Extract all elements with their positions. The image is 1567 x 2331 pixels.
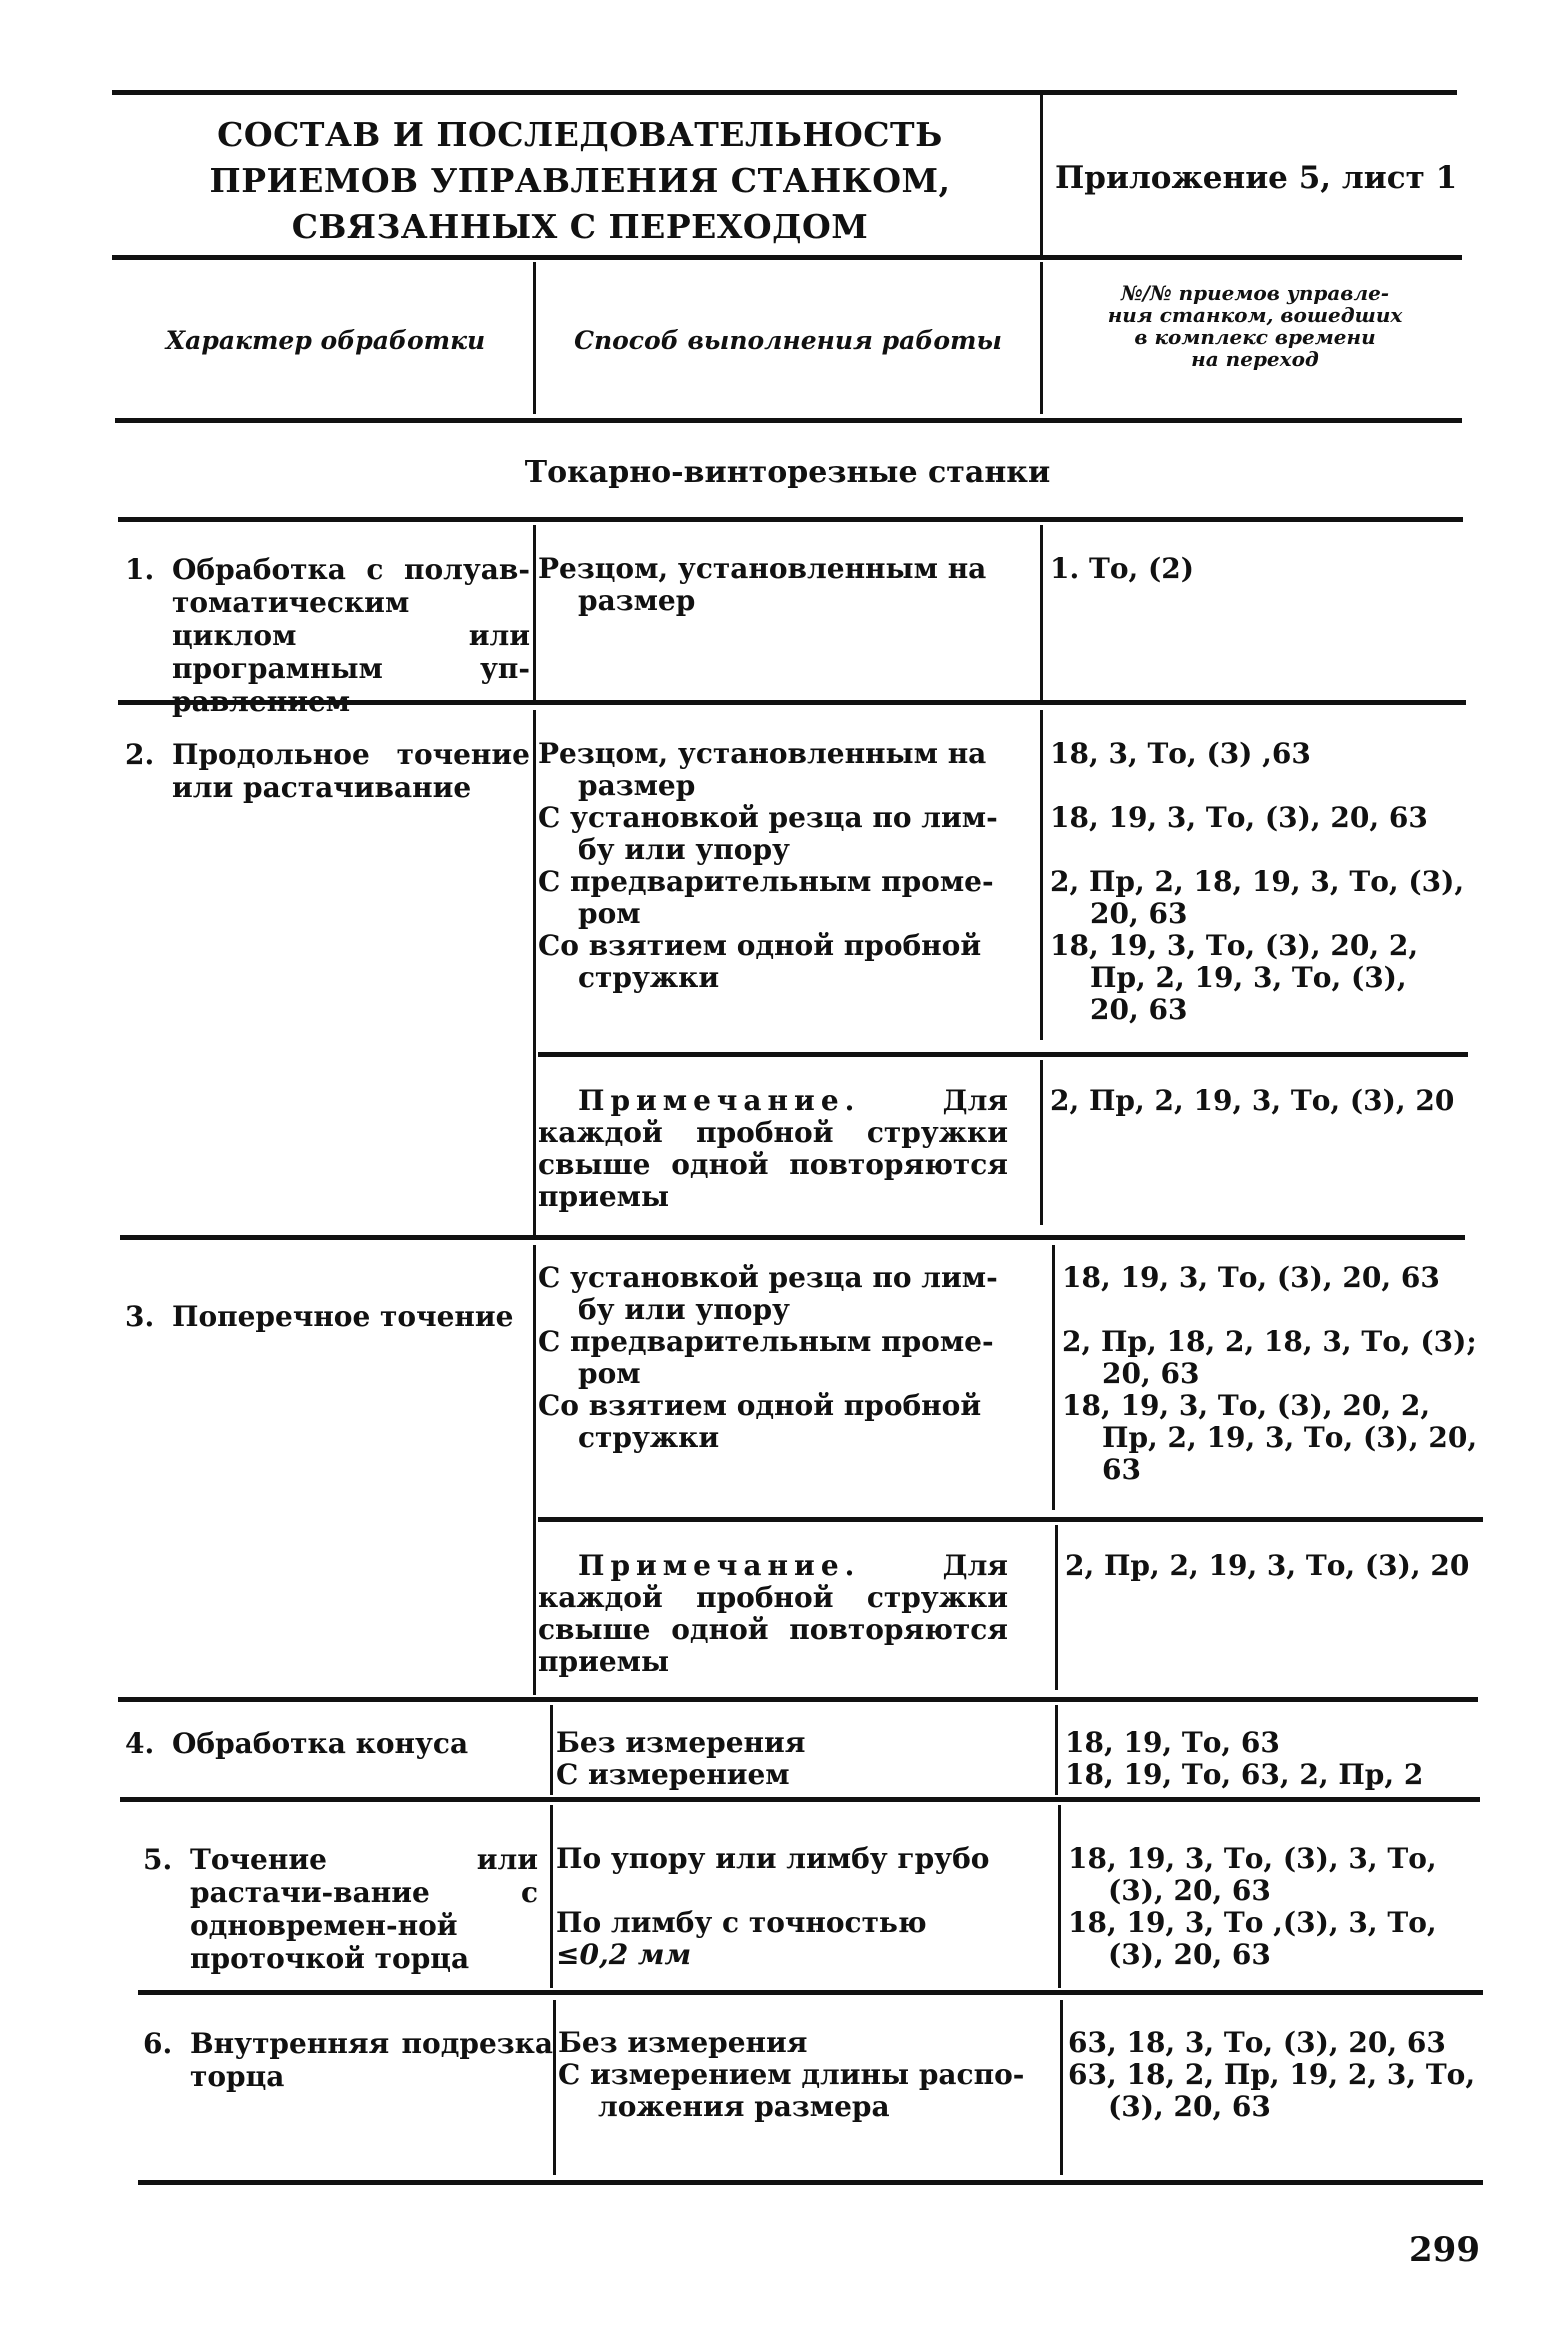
method-line: По упору или лимбу грубо [556, 1842, 990, 1875]
title-line: СВЯЗАННЫХ С ПЕРЕХОДОМ [291, 207, 869, 246]
vrule-row5-1 [550, 1805, 553, 1988]
page-number: 299 [1409, 2230, 1480, 2270]
code-line: 18, 19, 3, То ,(3), 3, То, (3), 20, 63 [1068, 1906, 1437, 1971]
row-number: 1. [125, 553, 155, 586]
row-2-character [125, 738, 530, 804]
row-1-character [125, 553, 530, 718]
code-line: 18, 19, 3, То, (3), 20, 2, Пр, 2, 19, 3, То, (3), 20, 63 [1062, 1389, 1478, 1486]
row-5-methods [556, 1843, 1026, 1971]
column-header-codes-line: на переход [1191, 347, 1319, 371]
rule-row3-note-top [538, 1517, 1483, 1522]
code-line: 18, 19, 3, То, (3), 20, 63 [1062, 1261, 1440, 1294]
note-label: Примечание. [578, 1084, 861, 1117]
row-3-character [125, 1300, 530, 1333]
method-line: Со взятием одной пробной стружки [538, 929, 982, 994]
column-header-character: Характер обработки [165, 326, 486, 355]
vrule-row2-3 [1040, 1060, 1043, 1225]
vrule-colhead-1 [533, 262, 536, 414]
vrule-row6-2 [1060, 2000, 1063, 2175]
rule-header-bottom [112, 255, 1462, 260]
row-3-note [538, 1550, 1008, 1678]
title-line: ПРИЕМОВ УПРАВЛЕНИЯ СТАНКОМ, [209, 161, 951, 200]
code-line: 63, 18, 2, Пр, 19, 2, 3, То, (3), 20, 63 [1068, 2058, 1476, 2123]
row-character-text: Продольное точение или растачивание [172, 738, 530, 804]
row-character-text: Внутренняя подрезка торца [190, 2027, 553, 2093]
vrule-row4-2 [1055, 1705, 1058, 1795]
row-5-codes [1068, 1843, 1508, 1971]
note-label: Примечание. [578, 1549, 861, 1582]
row-6-codes [1068, 2027, 1508, 2123]
method-line: Со взятием одной пробной стружки [538, 1389, 982, 1454]
code-line: 2, Пр, 18, 2, 18, 3, То, (3); 20, 63 [1062, 1325, 1477, 1390]
column-header-codes-line: ния станком, вошедших [1107, 303, 1403, 327]
row-number: 6. [143, 2027, 173, 2060]
row-2-codes [1050, 738, 1490, 1026]
column-header-method: Способ выполнения работы [574, 326, 1002, 355]
method-line: С измерением длины распо- ложения размера [558, 2058, 1025, 2123]
note-text: Для каждой пробной стружки свыше одной повторяются приемы [538, 1084, 1008, 1213]
title-line: СОСТАВ И ПОСЛЕДОВАТЕЛЬНОСТЬ [217, 115, 943, 154]
rule-row4-bottom [120, 1797, 1480, 1802]
row-2-note-codes [1050, 1085, 1490, 1117]
method-line: Без измерения [556, 1726, 806, 1759]
method-line: С установкой резца по лим- бу или упору [538, 801, 998, 866]
row-2-methods [538, 738, 1008, 994]
column-header-codes-line: №/№ приемов управле- [1120, 281, 1390, 305]
rule-row2-bottom [120, 1235, 1465, 1240]
vrule-colhead-2 [1040, 262, 1043, 414]
rule-colhead-bottom [115, 418, 1462, 423]
vrule-row1-2 [1040, 525, 1043, 702]
code-line: 1. То, (2) [1050, 552, 1194, 585]
row-number: 4. [125, 1727, 155, 1760]
rule-row5-bottom [138, 1990, 1483, 1995]
vrule-header [1040, 92, 1043, 257]
row-4-codes [1065, 1727, 1505, 1791]
row-6-character [143, 2027, 553, 2093]
row-3-codes [1062, 1262, 1502, 1486]
method-line: С установкой резца по лим- бу или упору [538, 1261, 998, 1326]
method-line: Резцом, установленным на размер [538, 552, 987, 617]
note-text: Для каждой пробной стружки свыше одной повторяются приемы [538, 1549, 1008, 1678]
column-header-codes-line: в комплекс времени [1134, 325, 1376, 349]
vrule-row5-2 [1058, 1805, 1061, 1988]
method-line: Резцом, установленным на размер [538, 737, 987, 802]
row-number: 2. [125, 738, 155, 771]
column-header-codes [1045, 282, 1465, 370]
code-line: 18, 3, То, (3) ,63 [1050, 737, 1311, 770]
code-line: 2, Пр, 2, 19, 3, То, (3), 20 [1065, 1549, 1470, 1582]
code-line: 2, Пр, 2, 19, 3, То, (3), 20 [1050, 1084, 1455, 1117]
vrule-row6-1 [553, 2000, 556, 2175]
code-line: 18, 19, То, 63 [1065, 1726, 1280, 1759]
vrule-row2-2 [1040, 710, 1043, 1040]
code-line: 2, Пр, 2, 18, 19, 3, То, (3), 20, 63 [1050, 865, 1465, 930]
row-number: 3. [125, 1300, 155, 1333]
row-4-methods [556, 1727, 1026, 1791]
row-character-text: Обработка с полуав-томатическим циклом или програмным уп-равлением [172, 553, 530, 718]
row-2-note [538, 1085, 1008, 1213]
row-1-codes [1050, 553, 1490, 585]
vrule-row1-1 [533, 525, 536, 702]
method-line: С предварительным проме- ром [538, 1325, 994, 1390]
vrule-row3-2 [1052, 1245, 1055, 1510]
rule-section-bottom [118, 517, 1463, 522]
document-title [120, 112, 1040, 250]
code-line: 18, 19, 3, То, (3), 20, 2, Пр, 2, 19, 3, То, (3), 20, 63 [1050, 929, 1419, 1026]
section-title: Токарно-винторезные станки [524, 455, 1051, 490]
method-line: Без измерения [558, 2026, 808, 2059]
code-line: 63, 18, 3, То, (3), 20, 63 [1068, 2026, 1446, 2059]
row-3-note-codes [1065, 1550, 1505, 1582]
row-character-text: Поперечное точение [172, 1300, 514, 1333]
method-line: С измерением [556, 1758, 790, 1791]
row-1-methods [538, 553, 1008, 617]
rule-row3-bottom [118, 1697, 1478, 1702]
vrule-row3-3 [1055, 1525, 1058, 1690]
code-line: 18, 19, То, 63, 2, Пр, 2 [1065, 1758, 1424, 1791]
rule-bottom [138, 2180, 1483, 2185]
row-4-character [125, 1727, 530, 1760]
row-character-text: Точение или растачи-вание с одновремен-ной проточкой торца [190, 1843, 538, 1975]
row-5-character [143, 1843, 538, 1975]
method-line: По лимбу с точностью ≤0,2 мм [556, 1906, 927, 1971]
vrule-row3-1 [533, 1245, 536, 1695]
vrule-row2-1 [533, 710, 536, 1235]
row-6-methods [558, 2027, 1028, 2123]
code-line: 18, 19, 3, То, (3), 20, 63 [1050, 801, 1428, 834]
row-number: 5. [143, 1843, 173, 1876]
method-line: С предварительным проме- ром [538, 865, 994, 930]
row-character-text: Обработка конуса [172, 1727, 469, 1760]
appendix-label: Приложение 5, лист 1 [1055, 160, 1458, 196]
row-3-methods [538, 1262, 1008, 1454]
rule-top [112, 90, 1457, 95]
vrule-row4-1 [550, 1705, 553, 1795]
rule-row2-note-top [538, 1052, 1468, 1057]
code-line: 18, 19, 3, То, (3), 3, То, (3), 20, 63 [1068, 1842, 1437, 1907]
